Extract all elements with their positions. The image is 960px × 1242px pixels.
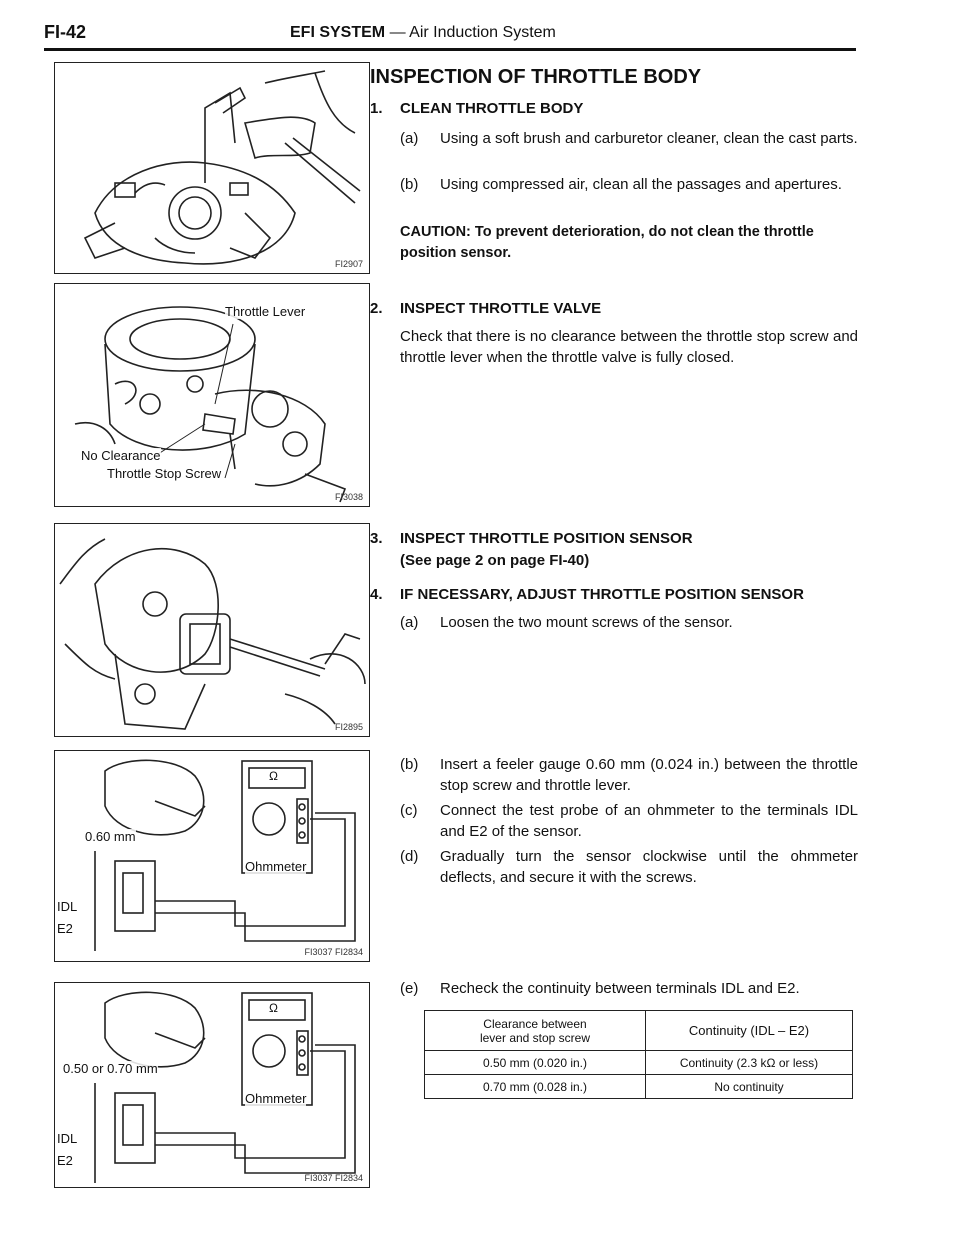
item-label: (e) <box>400 980 419 997</box>
header-continuity: Continuity (IDL – E2) <box>646 1011 853 1051</box>
step-4a <box>400 612 858 633</box>
label-e2: E2 <box>57 1153 73 1168</box>
step-4e <box>400 978 858 999</box>
figure-code: FI2895 <box>334 722 363 732</box>
step-2-heading <box>370 300 860 317</box>
header-rule <box>44 48 856 51</box>
label-ohmmeter: Ohmmeter <box>245 1091 307 1106</box>
ohmmeter-connection-illustration <box>55 751 369 961</box>
label-e2: E2 <box>57 921 73 936</box>
page-number: FI-42 <box>44 22 87 42</box>
ohmmeter-recheck-illustration <box>55 983 369 1187</box>
item-label: (d) <box>400 848 419 865</box>
step-title: INSPECT THROTTLE POSITION SENSOR <box>400 530 693 547</box>
figure-throttle-body-cleaning <box>54 62 370 274</box>
table-row <box>425 1051 853 1075</box>
sensor-screwdriver-illustration <box>55 524 369 736</box>
step-number: 3. <box>370 530 383 547</box>
figure-code: FI3037 FI2834 <box>304 1173 363 1183</box>
label-no-clearance: No Clearance <box>81 448 161 463</box>
item-text: Gradually turn the sensor clockwise until the ohmmeter deflects, and secure it with the screws. <box>440 848 858 886</box>
label-throttle-stop-screw: Throttle Stop Screw <box>107 466 222 481</box>
step-1a <box>400 128 858 149</box>
page-header-title <box>290 24 556 42</box>
item-label: (c) <box>400 802 418 819</box>
step-1-heading <box>370 100 860 117</box>
step-title: CLEAN THROTTLE BODY <box>400 100 584 117</box>
item-label: (b) <box>400 176 419 193</box>
figure-ohmmeter-adjust <box>54 750 370 962</box>
meter-ohm-symbol: Ω <box>269 1001 278 1015</box>
step-number: 4. <box>370 586 383 603</box>
section-title: INSPECTION OF THROTTLE BODY <box>370 66 702 88</box>
cell-clearance: 0.70 mm (0.028 in.) <box>425 1075 646 1099</box>
cell-clearance: 0.50 mm (0.020 in.) <box>425 1051 646 1075</box>
table-row <box>425 1075 853 1099</box>
step-3-heading <box>370 530 860 547</box>
step-title: IF NECESSARY, ADJUST THROTTLE POSITION SENSOR <box>400 586 804 603</box>
item-text: Recheck the continuity between terminals IDL and E2. <box>440 980 800 997</box>
figure-throttle-valve <box>54 283 370 507</box>
item-label: (a) <box>400 614 419 631</box>
figure-code: FI3037 FI2834 <box>304 947 363 957</box>
step-2-text: Check that there is no clearance between the throttle stop screw and throttle lever when the throttle valve is fully closed. <box>400 328 858 366</box>
item-text: Insert a feeler gauge 0.60 mm (0.024 in.) between the throttle stop screw and throttle lever. <box>440 756 858 794</box>
step-number: 2. <box>370 300 383 317</box>
caution-note: CAUTION: To prevent deterioration, do not clean the throttle position sensor. <box>400 224 814 261</box>
label-gauge-0-60: 0.60 mm <box>85 829 136 844</box>
cell-result: Continuity (2.3 kΩ or less) <box>646 1051 853 1075</box>
continuity-table <box>424 1010 853 1099</box>
item-text: Loosen the two mount screws of the sensor. <box>440 614 733 631</box>
table-header-row <box>425 1011 853 1051</box>
step-number: 1. <box>370 100 383 117</box>
step-4-heading <box>370 586 860 603</box>
section-name: EFI SYSTEM <box>290 24 386 41</box>
label-throttle-lever: Throttle Lever <box>225 304 306 319</box>
item-text: Using a soft brush and carburetor cleaner, clean the cast parts. <box>440 130 858 147</box>
figure-ohmmeter-recheck <box>54 982 370 1188</box>
label-ohmmeter: Ohmmeter <box>245 859 307 874</box>
throttle-body-cleaning-illustration <box>55 63 369 273</box>
figure-code: FI2907 <box>334 259 363 269</box>
meter-ohm-symbol: Ω <box>269 769 278 783</box>
step-4b <box>400 754 858 796</box>
label-idl: IDL <box>57 899 78 914</box>
step-title: INSPECT THROTTLE VALVE <box>400 300 602 317</box>
step-1b <box>400 174 858 195</box>
item-text: Connect the test probe of an ohmmeter to the terminals IDL and E2 of the sensor. <box>440 802 858 840</box>
step-4d <box>400 846 858 888</box>
cell-result: No continuity <box>646 1075 853 1099</box>
figure-code: FI3038 <box>334 492 363 502</box>
figure-sensor-screws <box>54 523 370 737</box>
label-gauge-0-50-0-70: 0.50 or 0.70 mm <box>63 1061 158 1076</box>
label-idl: IDL <box>57 1131 78 1146</box>
item-label: (b) <box>400 756 419 773</box>
item-text: Using compressed air, clean all the passages and apertures. <box>440 176 842 193</box>
header-dash: — <box>389 24 406 41</box>
subsection-name: Air Induction System <box>409 24 556 41</box>
item-label: (a) <box>400 130 419 147</box>
header-clearance <box>425 1011 646 1051</box>
step-4c <box>400 800 858 842</box>
step-3-reference: (See page 2 on page FI-40) <box>400 552 590 569</box>
header-clearance-line-2: lever and stop screw <box>479 1030 591 1045</box>
header-clearance-line-1: Clearance between <box>483 1016 587 1031</box>
